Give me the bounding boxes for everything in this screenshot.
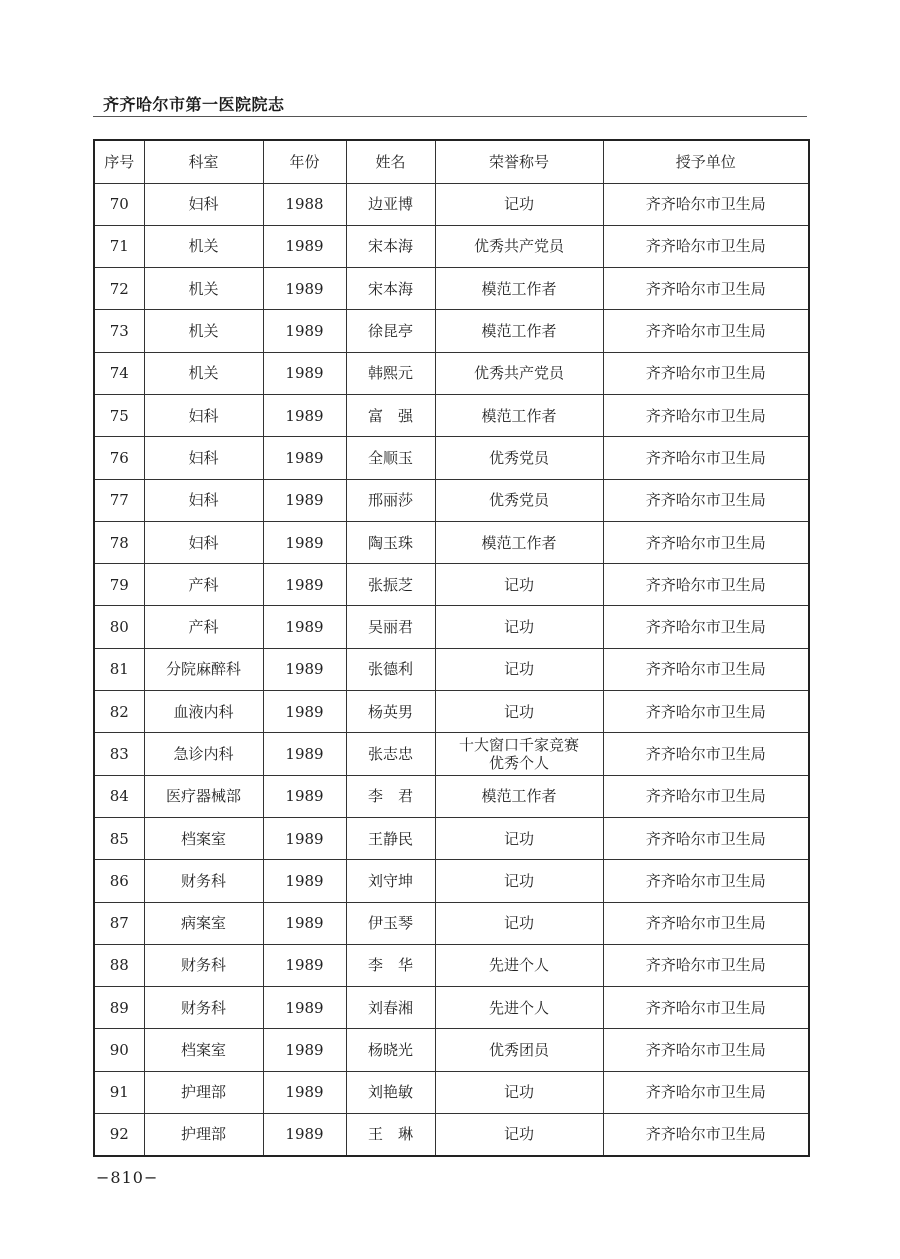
table-body (94, 183, 809, 1156)
cell-department: 医疗器械部 (144, 775, 263, 817)
running-head-title: 齐齐哈尔市第一医院院志 (103, 95, 285, 114)
cell-department: 妇科 (144, 479, 263, 521)
cell-department: 机关 (144, 225, 263, 267)
cell-honor: 记功 (435, 817, 603, 859)
column-header-index: 序号 (94, 140, 144, 183)
cell-honor: 优秀党员 (435, 479, 603, 521)
table-header-row (94, 140, 809, 183)
cell-department: 档案室 (144, 1029, 263, 1071)
cell-year: 1989 (263, 691, 346, 733)
cell-index: 70 (94, 183, 144, 225)
cell-name: 边亚博 (346, 183, 435, 225)
cell-honor: 记功 (435, 691, 603, 733)
table-row (94, 1114, 809, 1156)
cell-department: 机关 (144, 268, 263, 310)
table-row (94, 564, 809, 606)
cell-index: 82 (94, 691, 144, 733)
cell-index: 89 (94, 987, 144, 1029)
cell-awarding-unit: 齐齐哈尔市卫生局 (603, 437, 809, 479)
cell-department: 财务科 (144, 860, 263, 902)
cell-awarding-unit: 齐齐哈尔市卫生局 (603, 987, 809, 1029)
cell-awarding-unit: 齐齐哈尔市卫生局 (603, 944, 809, 986)
cell-name: 张志忠 (346, 733, 435, 775)
cell-awarding-unit: 齐齐哈尔市卫生局 (603, 564, 809, 606)
cell-name: 刘艳敏 (346, 1071, 435, 1113)
table-row (94, 648, 809, 690)
table-row (94, 1071, 809, 1113)
table-row (94, 1029, 809, 1071)
cell-name: 陶玉珠 (346, 521, 435, 563)
cell-name: 韩熙元 (346, 352, 435, 394)
cell-index: 86 (94, 860, 144, 902)
cell-awarding-unit: 齐齐哈尔市卫生局 (603, 1114, 809, 1156)
cell-department: 护理部 (144, 1071, 263, 1113)
cell-department: 妇科 (144, 394, 263, 436)
table-row (94, 817, 809, 859)
header-rule (93, 116, 807, 117)
cell-year: 1989 (263, 1029, 346, 1071)
cell-department: 产科 (144, 564, 263, 606)
cell-year: 1989 (263, 394, 346, 436)
cell-department: 机关 (144, 310, 263, 352)
table-row (94, 987, 809, 1029)
table-row (94, 521, 809, 563)
cell-honor: 记功 (435, 860, 603, 902)
cell-year: 1989 (263, 733, 346, 775)
cell-department: 产科 (144, 606, 263, 648)
cell-department: 急诊内科 (144, 733, 263, 775)
cell-index: 71 (94, 225, 144, 267)
cell-name: 伊玉琴 (346, 902, 435, 944)
cell-name: 王 琳 (346, 1114, 435, 1156)
cell-name: 邢丽莎 (346, 479, 435, 521)
cell-index: 77 (94, 479, 144, 521)
cell-name: 张德利 (346, 648, 435, 690)
cell-name: 富 强 (346, 394, 435, 436)
column-header-department: 科室 (144, 140, 263, 183)
cell-honor: 十大窗口千家竞赛 优秀个人 (435, 733, 603, 775)
cell-year: 1989 (263, 521, 346, 563)
cell-awarding-unit: 齐齐哈尔市卫生局 (603, 183, 809, 225)
cell-honor: 记功 (435, 648, 603, 690)
cell-name: 刘春湘 (346, 987, 435, 1029)
cell-index: 73 (94, 310, 144, 352)
table-row (94, 902, 809, 944)
table-row (94, 606, 809, 648)
cell-honor: 优秀党员 (435, 437, 603, 479)
cell-year: 1989 (263, 564, 346, 606)
cell-year: 1989 (263, 817, 346, 859)
cell-honor: 优秀团员 (435, 1029, 603, 1071)
cell-index: 91 (94, 1071, 144, 1113)
table-row (94, 691, 809, 733)
cell-honor: 记功 (435, 606, 603, 648)
cell-department: 财务科 (144, 987, 263, 1029)
cell-awarding-unit: 齐齐哈尔市卫生局 (603, 817, 809, 859)
cell-honor: 记功 (435, 1114, 603, 1156)
cell-awarding-unit: 齐齐哈尔市卫生局 (603, 394, 809, 436)
column-header-name: 姓名 (346, 140, 435, 183)
cell-honor: 模范工作者 (435, 310, 603, 352)
cell-department: 机关 (144, 352, 263, 394)
cell-name: 刘守坤 (346, 860, 435, 902)
cell-name: 宋本海 (346, 225, 435, 267)
cell-index: 81 (94, 648, 144, 690)
table-row (94, 225, 809, 267)
cell-awarding-unit: 齐齐哈尔市卫生局 (603, 225, 809, 267)
cell-year: 1989 (263, 606, 346, 648)
cell-honor: 模范工作者 (435, 268, 603, 310)
cell-index: 75 (94, 394, 144, 436)
cell-awarding-unit: 齐齐哈尔市卫生局 (603, 521, 809, 563)
table-row (94, 944, 809, 986)
cell-year: 1989 (263, 775, 346, 817)
cell-index: 83 (94, 733, 144, 775)
table-row (94, 437, 809, 479)
table-row (94, 860, 809, 902)
table-row (94, 268, 809, 310)
cell-index: 88 (94, 944, 144, 986)
cell-department: 妇科 (144, 521, 263, 563)
cell-index: 80 (94, 606, 144, 648)
cell-year: 1989 (263, 860, 346, 902)
cell-year: 1989 (263, 987, 346, 1029)
cell-year: 1989 (263, 479, 346, 521)
cell-index: 72 (94, 268, 144, 310)
column-header-awarding-unit: 授予单位 (603, 140, 809, 183)
cell-awarding-unit: 齐齐哈尔市卫生局 (603, 268, 809, 310)
cell-honor: 模范工作者 (435, 394, 603, 436)
column-header-year: 年份 (263, 140, 346, 183)
cell-department: 护理部 (144, 1114, 263, 1156)
table-row (94, 352, 809, 394)
cell-name: 王静民 (346, 817, 435, 859)
cell-awarding-unit: 齐齐哈尔市卫生局 (603, 691, 809, 733)
cell-department: 血液内科 (144, 691, 263, 733)
cell-index: 92 (94, 1114, 144, 1156)
table-row (94, 479, 809, 521)
table-row (94, 310, 809, 352)
column-header-honor: 荣誉称号 (435, 140, 603, 183)
cell-awarding-unit: 齐齐哈尔市卫生局 (603, 902, 809, 944)
cell-awarding-unit: 齐齐哈尔市卫生局 (603, 1071, 809, 1113)
cell-year: 1989 (263, 268, 346, 310)
cell-awarding-unit: 齐齐哈尔市卫生局 (603, 606, 809, 648)
cell-honor: 模范工作者 (435, 521, 603, 563)
cell-awarding-unit: 齐齐哈尔市卫生局 (603, 352, 809, 394)
table-row (94, 394, 809, 436)
cell-index: 84 (94, 775, 144, 817)
page-number: −810− (96, 1168, 159, 1187)
cell-index: 74 (94, 352, 144, 394)
cell-year: 1989 (263, 437, 346, 479)
cell-index: 78 (94, 521, 144, 563)
cell-awarding-unit: 齐齐哈尔市卫生局 (603, 310, 809, 352)
cell-name: 李 华 (346, 944, 435, 986)
cell-name: 全顺玉 (346, 437, 435, 479)
cell-name: 李 君 (346, 775, 435, 817)
cell-index: 79 (94, 564, 144, 606)
cell-awarding-unit: 齐齐哈尔市卫生局 (603, 1029, 809, 1071)
cell-honor: 先进个人 (435, 987, 603, 1029)
cell-year: 1989 (263, 225, 346, 267)
cell-honor: 模范工作者 (435, 775, 603, 817)
cell-honor: 优秀共产党员 (435, 352, 603, 394)
cell-year: 1989 (263, 944, 346, 986)
table-row (94, 733, 809, 775)
cell-name: 吴丽君 (346, 606, 435, 648)
cell-awarding-unit: 齐齐哈尔市卫生局 (603, 775, 809, 817)
cell-year: 1989 (263, 1071, 346, 1113)
table-row (94, 183, 809, 225)
cell-department: 妇科 (144, 437, 263, 479)
cell-year: 1988 (263, 183, 346, 225)
cell-honor: 记功 (435, 1071, 603, 1113)
cell-honor: 优秀共产党员 (435, 225, 603, 267)
cell-department: 财务科 (144, 944, 263, 986)
cell-year: 1989 (263, 310, 346, 352)
cell-awarding-unit: 齐齐哈尔市卫生局 (603, 733, 809, 775)
cell-department: 分院麻醉科 (144, 648, 263, 690)
cell-name: 杨英男 (346, 691, 435, 733)
cell-honor: 记功 (435, 183, 603, 225)
cell-honor: 记功 (435, 564, 603, 606)
cell-name: 杨晓光 (346, 1029, 435, 1071)
honors-table (93, 139, 810, 1157)
cell-name: 宋本海 (346, 268, 435, 310)
table-row (94, 775, 809, 817)
cell-department: 病案室 (144, 902, 263, 944)
cell-department: 妇科 (144, 183, 263, 225)
cell-name: 徐昆亭 (346, 310, 435, 352)
cell-year: 1989 (263, 902, 346, 944)
cell-year: 1989 (263, 648, 346, 690)
cell-index: 87 (94, 902, 144, 944)
cell-year: 1989 (263, 352, 346, 394)
cell-name: 张振芝 (346, 564, 435, 606)
cell-honor: 先进个人 (435, 944, 603, 986)
cell-department: 档案室 (144, 817, 263, 859)
cell-awarding-unit: 齐齐哈尔市卫生局 (603, 479, 809, 521)
cell-index: 85 (94, 817, 144, 859)
cell-awarding-unit: 齐齐哈尔市卫生局 (603, 860, 809, 902)
cell-honor: 记功 (435, 902, 603, 944)
cell-index: 76 (94, 437, 144, 479)
cell-awarding-unit: 齐齐哈尔市卫生局 (603, 648, 809, 690)
cell-year: 1989 (263, 1114, 346, 1156)
cell-index: 90 (94, 1029, 144, 1071)
